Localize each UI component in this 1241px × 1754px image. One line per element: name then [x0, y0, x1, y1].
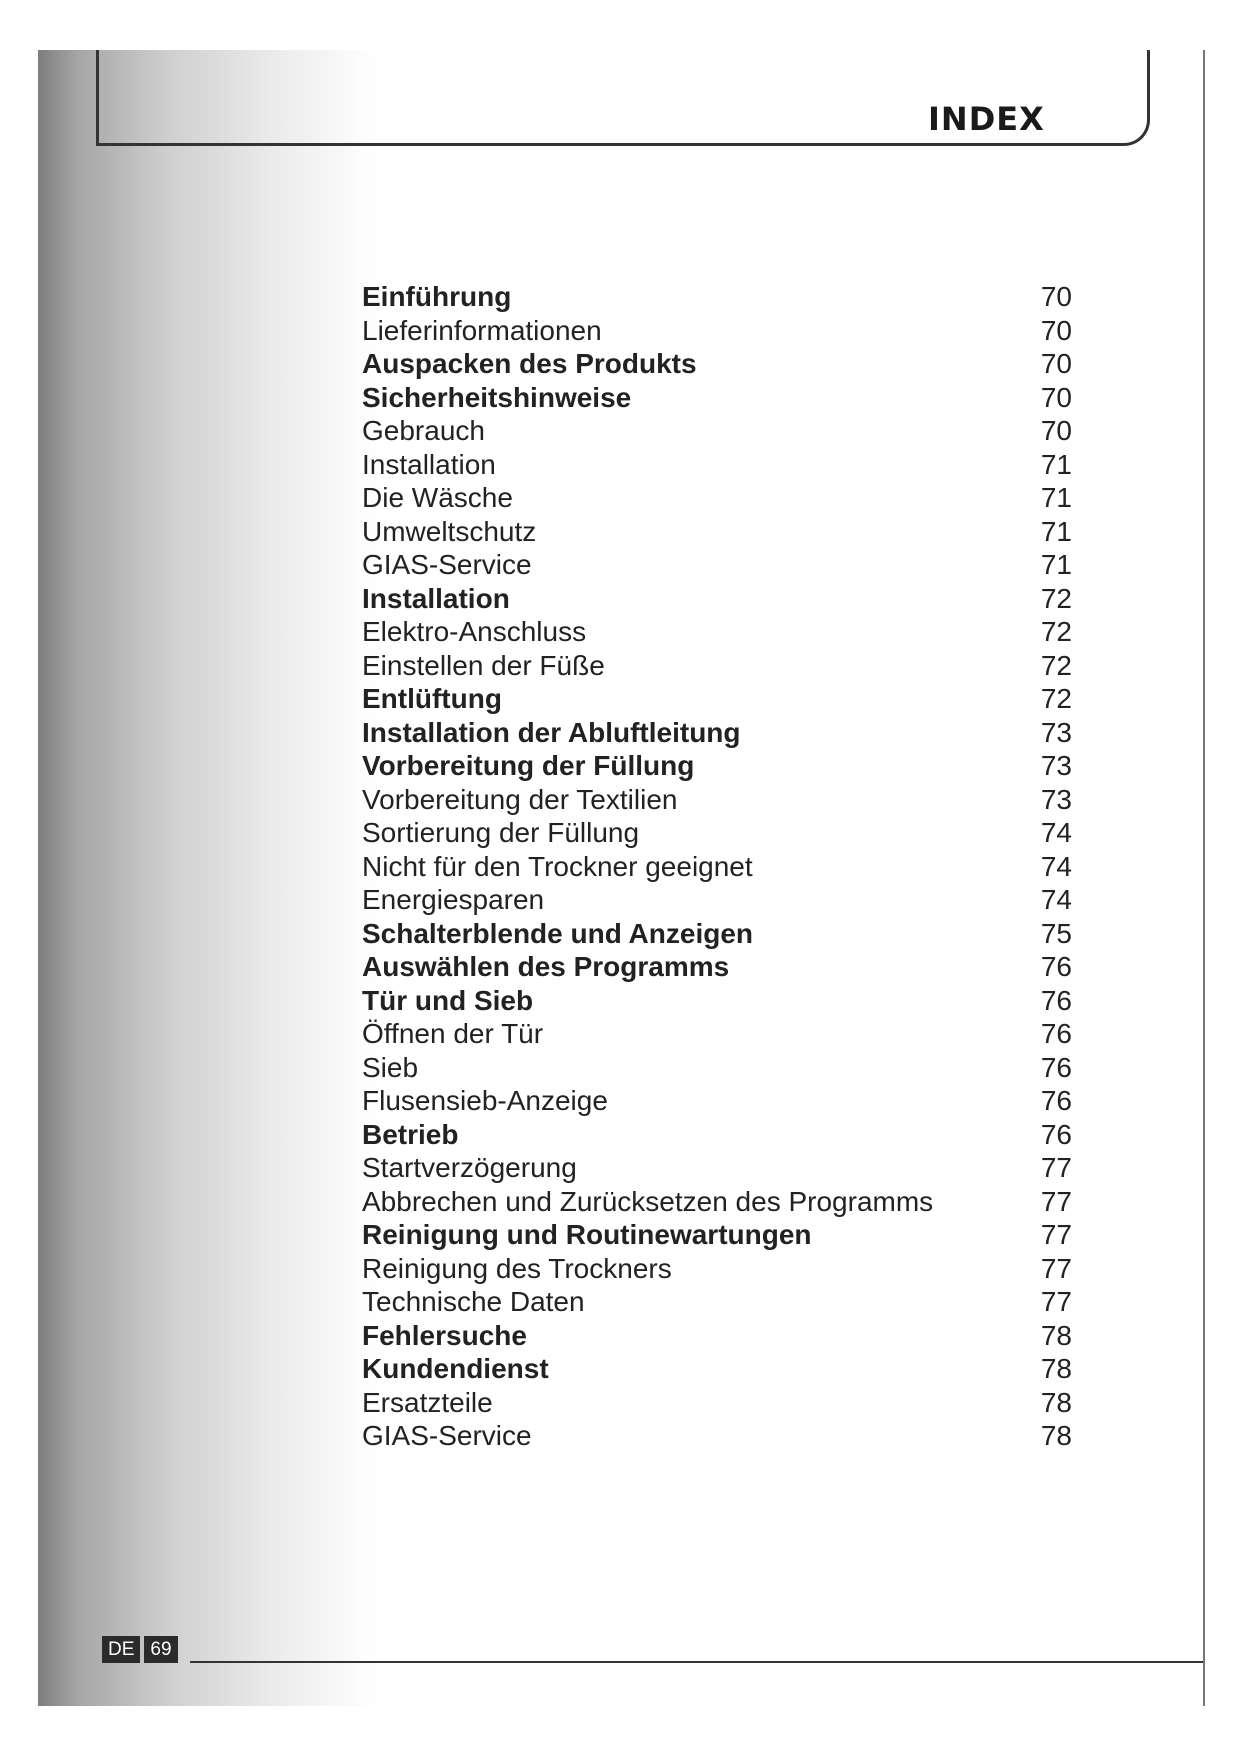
toc-entry-page: 72 [1040, 616, 1072, 647]
toc-entry-page: 78 [1040, 1386, 1072, 1418]
toc-entry-page: 70 [1040, 381, 1072, 413]
toc-entry[interactable] [362, 1017, 1072, 1051]
toc-entry-page: 77 [1040, 1152, 1072, 1183]
toc-entry-title: Startverzögerung [362, 1152, 577, 1183]
toc-entry-title: Installation [362, 582, 510, 614]
toc-entry-page: 77 [1040, 1219, 1072, 1250]
toc-entry-title: Energiesparen [362, 884, 545, 915]
toc-entry-title: Reinigung und Routinewartungen [362, 1219, 812, 1250]
toc-entry[interactable] [362, 1319, 1072, 1353]
toc-entry-page: 71 [1040, 448, 1072, 480]
toc-entry-title: Fehlersuche [362, 1319, 527, 1351]
toc-entry-page: 74 [1040, 884, 1072, 915]
toc-entry-title: Abbrechen und Zurücksetzen des Programms [362, 1185, 934, 1217]
toc-entry[interactable] [362, 280, 1072, 314]
toc-entry-title: Installation [362, 448, 496, 480]
toc-entry-page: 71 [1040, 549, 1072, 580]
toc-entry-page: 78 [1040, 1319, 1072, 1351]
toc-entry-title: GIAS-Service [362, 549, 532, 580]
toc-entry-page: 76 [1040, 951, 1072, 982]
toc-entry-page: 71 [1040, 515, 1072, 547]
toc-entry-title: Die Wäsche [362, 482, 513, 513]
toc-entry-title: Installation der Abluftleitung [362, 716, 741, 748]
toc-entry-page: 72 [1040, 582, 1072, 614]
toc-entry-page: 77 [1040, 1185, 1072, 1217]
toc-entry-page: 76 [1040, 984, 1072, 1016]
toc-entry-title: Flusensieb-Anzeige [362, 1085, 608, 1116]
toc-entry-page: 72 [1040, 683, 1072, 714]
toc-entry-title: Betrieb [362, 1118, 459, 1150]
toc-entry-title: Tür und Sieb [362, 984, 534, 1016]
toc-entry-page: 78 [1040, 1353, 1072, 1384]
toc-entry[interactable] [362, 850, 1072, 884]
toc-entry-title: Lieferinformationen [362, 314, 602, 346]
toc-entry-page: 74 [1040, 850, 1072, 882]
toc-entry-title: Einstellen der Füße [362, 649, 605, 681]
toc-entry-title: Technische Daten [362, 1286, 585, 1317]
toc-entry-title: Schalterblende und Anzeigen [362, 917, 754, 949]
footer-page-badges [102, 1636, 178, 1663]
toc-entry[interactable] [362, 917, 1072, 951]
toc-entry-title: Einführung [362, 281, 512, 312]
toc-entry-page: 70 [1040, 348, 1072, 379]
toc-entry-page: 76 [1040, 1051, 1072, 1083]
toc-entry-page: 76 [1040, 1118, 1072, 1150]
toc-entry-title: Auspacken des Produkts [362, 348, 697, 379]
toc-entry[interactable] [362, 1151, 1072, 1185]
toc-entry[interactable] [362, 1185, 1072, 1219]
toc-entry-title: Elektro-Anschluss [362, 616, 587, 647]
toc-entry-title: Sicherheitshinweise [362, 381, 632, 413]
toc-entry[interactable] [362, 1419, 1072, 1453]
toc-entry-page: 70 [1040, 314, 1072, 346]
toc-entry[interactable] [362, 1285, 1072, 1319]
page-title: INDEX [928, 100, 1045, 138]
page-number-badge: 69 [144, 1636, 177, 1663]
toc-entry-title: Kundendienst [362, 1353, 549, 1384]
toc-entry[interactable] [362, 1386, 1072, 1420]
toc-entry[interactable] [362, 1218, 1072, 1252]
toc-entry[interactable] [362, 649, 1072, 683]
toc-entry-title: Ersatzteile [362, 1386, 493, 1418]
toc-entry[interactable] [362, 347, 1072, 381]
toc-entry[interactable] [362, 381, 1072, 415]
toc-entry-page: 73 [1040, 750, 1072, 781]
toc-entry[interactable] [362, 1084, 1072, 1118]
toc-entry-page: 70 [1040, 415, 1072, 446]
toc-entry-title: Öffnen der Tür [362, 1018, 544, 1049]
toc-entry-title: Umweltschutz [362, 515, 537, 547]
toc-entry-title: Sieb [362, 1051, 419, 1083]
toc-entry-page: 77 [1040, 1252, 1072, 1284]
toc-entry[interactable] [362, 448, 1072, 482]
toc-entry-title: Vorbereitung der Textilien [362, 783, 678, 815]
table-of-contents [362, 280, 1072, 1453]
toc-entry[interactable] [362, 1352, 1072, 1386]
toc-entry[interactable] [362, 548, 1072, 582]
toc-entry[interactable] [362, 716, 1072, 750]
footer-rule [190, 1661, 1203, 1663]
toc-entry[interactable] [362, 1252, 1072, 1286]
toc-entry[interactable] [362, 883, 1072, 917]
toc-entry-page: 73 [1040, 783, 1072, 815]
toc-entry[interactable] [362, 515, 1072, 549]
toc-entry-title: Entlüftung [362, 683, 502, 714]
toc-entry[interactable] [362, 414, 1072, 448]
toc-entry-title: GIAS-Service [362, 1420, 532, 1451]
toc-entry-title: Auswählen des Programms [362, 951, 730, 982]
toc-entry[interactable] [362, 615, 1072, 649]
toc-entry-title: Nicht für den Trockner geeignet [362, 850, 753, 882]
toc-entry-page: 77 [1040, 1286, 1072, 1317]
toc-entry-title: Sortierung der Füllung [362, 817, 640, 848]
toc-entry-title: Reinigung des Trockners [362, 1252, 672, 1284]
toc-entry-page: 74 [1040, 817, 1072, 848]
toc-entry-page: 70 [1040, 281, 1072, 312]
toc-entry[interactable] [362, 816, 1072, 850]
language-badge: DE [102, 1636, 140, 1663]
toc-entry-title: Gebrauch [362, 415, 485, 446]
toc-entry[interactable] [362, 1051, 1072, 1085]
toc-entry[interactable] [362, 481, 1072, 515]
toc-entry-page: 75 [1040, 917, 1072, 949]
toc-entry[interactable] [362, 314, 1072, 348]
toc-entry[interactable] [362, 984, 1072, 1018]
right-margin-rule [1203, 50, 1205, 1706]
toc-entry-page: 73 [1040, 716, 1072, 748]
toc-entry-title: Vorbereitung der Füllung [362, 750, 695, 781]
toc-entry-page: 72 [1040, 649, 1072, 681]
toc-entry[interactable] [362, 783, 1072, 817]
toc-entry-page: 78 [1040, 1420, 1072, 1451]
toc-entry-page: 76 [1040, 1018, 1072, 1049]
toc-entry-page: 76 [1040, 1085, 1072, 1116]
toc-entry[interactable] [362, 682, 1072, 716]
toc-entry[interactable] [362, 749, 1072, 783]
toc-entry-page: 71 [1040, 482, 1072, 513]
toc-entry[interactable] [362, 1118, 1072, 1152]
toc-entry[interactable] [362, 950, 1072, 984]
toc-entry[interactable] [362, 582, 1072, 616]
